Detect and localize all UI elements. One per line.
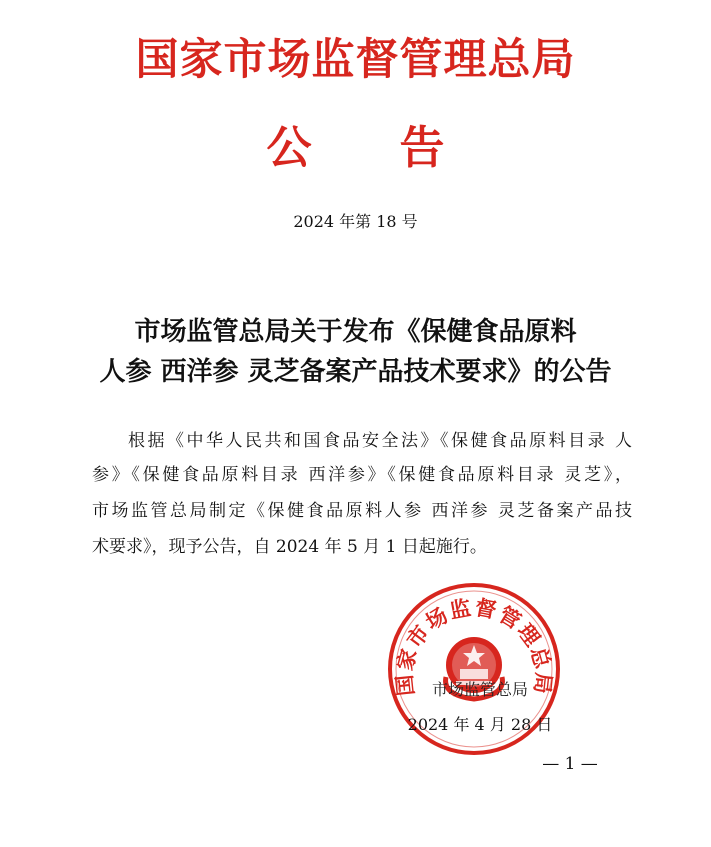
body-line-3: 市场监管总局制定《保健食品原料人参 西洋参 灵芝备案产品技: [92, 501, 632, 521]
agency-header: 国家市场监督管理总局: [135, 35, 576, 85]
signing-date: 2024 年 4 月 28 日: [407, 715, 553, 734]
seal-text: 国家市场监督管理总局: [391, 594, 557, 698]
signing-agency: 市场监管总局: [431, 680, 528, 699]
announcement-title-line-2: 人参 西洋参 灵芝备案产品技术要求》的公告: [99, 357, 612, 387]
body-line-4: 术要求》，现予公告，自 2024 年 5 月 1 日起施行。: [92, 537, 487, 557]
document-type-heading: 公告: [266, 121, 533, 174]
document-number: 2024 年第 18 号: [293, 212, 418, 231]
page-number: — 1 —: [542, 754, 598, 774]
announcement-title-line-1: 市场监管总局关于发布《保健食品原料: [134, 317, 577, 347]
body-line-1: 根据《中华人民共和国食品安全法》《保健食品原料目录 人: [128, 431, 632, 451]
body-line-2: 参》《保健食品原料目录 西洋参》《保健食品原料目录 灵芝》，: [92, 465, 632, 485]
